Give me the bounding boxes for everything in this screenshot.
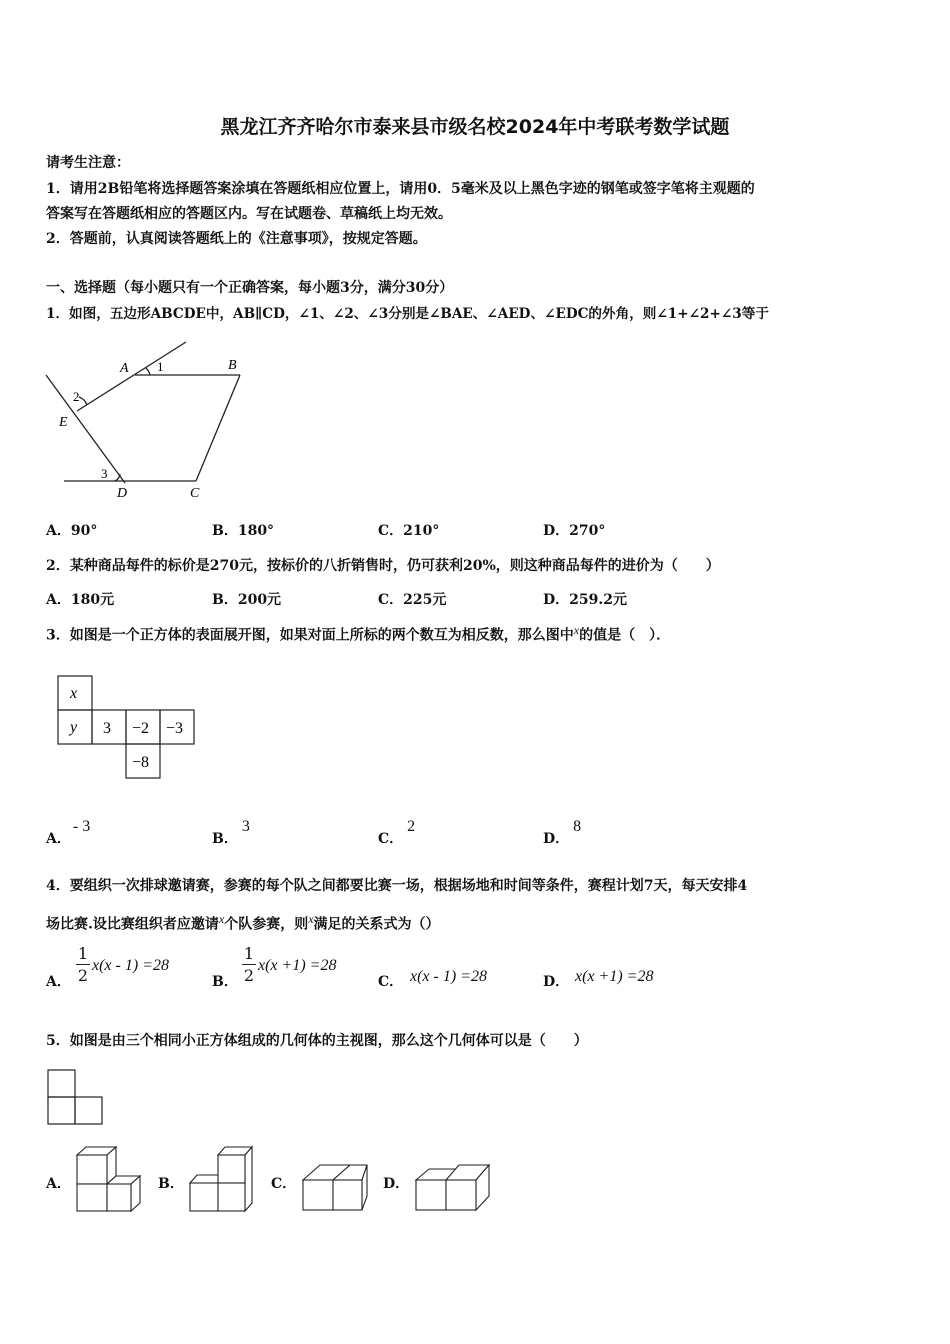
q2-option-b[interactable]: B．200元 [212,592,282,608]
q5-option-c-figure[interactable] [300,1160,372,1215]
q3-net-cell-neg3: −3 [166,720,184,737]
notice-line-1b: 答案写在答题纸相应的答题区内。写在试题卷、草稿纸上均无效。 [46,206,452,222]
page-title: 黑龙江齐齐哈尔市泰来县市级名校2024年中考联考数学试题 [220,116,730,138]
q4-option-b-expression: x(x +1) =28 [258,957,337,974]
q4-stem-line-2 [46,912,440,934]
q2-option-d[interactable]: D．259.2元 [543,592,627,608]
q4-stem-variable-1: x [218,912,225,926]
q1-label-angle-2: 2 [73,389,80,404]
q4-option-b-fraction-numerator: 1 [243,944,255,963]
q4-option-c-expression: x(x - 1) =28 [410,968,487,985]
q1-label-d: D [117,486,128,501]
q1-angle-2-arc [79,397,87,405]
q4-option-a-expression: x(x - 1) =28 [92,957,169,974]
section-heading: 一、选择题（每小题只有一个正确答案，每小题3分，满分30分） [46,280,454,296]
q3-option-d[interactable] [543,818,582,848]
q3-net-cell-neg2: −2 [132,720,150,737]
q1-label-e: E [59,415,68,430]
q2-option-a[interactable]: A．180元 [46,592,115,608]
q4-option-b-fraction-denominator: 2 [243,966,255,985]
q3-option-d-label: D． [543,831,570,847]
q3-net-cell-y: y [70,719,78,736]
q3-option-a-label: A． [46,831,71,847]
q4-option-a-label[interactable]: A． [46,974,71,990]
notice-heading: 请考生注意： [46,155,130,171]
q3-net-cell-neg8: −8 [132,754,150,771]
q4-stem-line-1: 4．要组织一次排球邀请赛，参赛的每个队之间都要比赛一场，根据场地和时间等条件，赛程计划7天，每天安排4 [46,878,748,894]
q5-option-a-label[interactable]: A． [46,1176,71,1192]
q1-label-a: A [120,361,129,376]
q3-option-c-value: 2 [407,818,416,835]
notice-line-1a: 1．请用2B铅笔将选择题答案涂填在答题纸相应位置上，请用0．5毫米及以上黑色字迹的钢笔或签字笔将主观题的 [46,181,755,197]
q3-net-cell-3: 3 [103,720,111,737]
q3-option-b[interactable] [212,818,250,848]
q1-angle-1-arc [146,368,150,375]
q3-option-a[interactable] [46,818,91,848]
q5-option-a-figure[interactable] [74,1143,144,1213]
q1-line-ea-extended [77,342,186,411]
q1-pentagon-figure [40,335,255,505]
q1-option-c[interactable]: C．210° [378,523,440,539]
q1-line-ed-extended [46,375,125,483]
q5-option-c-label[interactable]: C． [271,1176,297,1192]
q1-option-b[interactable]: B．180° [212,523,275,539]
q1-angle-3-arc [115,474,120,481]
q1-label-b: B [228,358,237,373]
q3-cube-net [55,673,200,783]
q1-label-angle-3: 3 [101,466,108,481]
q3-net-cell-x: x [70,685,78,702]
q3-option-c[interactable] [378,818,416,848]
q5-option-b-figure[interactable] [187,1143,257,1213]
q3-option-c-label: C． [378,831,404,847]
q4-option-b-label[interactable]: B． [212,974,238,990]
q5-stem: 5．如图是由三个相同小正方体组成的几何体的主视图，那么这个几何体可以是（ ） [46,1033,588,1049]
q4-stem-variable-2: x [308,912,314,926]
q1-stem: 1．如图，五边形ABCDE中，AB∥CD，∠1、∠2、∠3分别是∠BAE、∠AED、∠EDC的外角，则∠1+∠2+∠3等于 [46,306,769,322]
q3-option-b-value: 3 [241,818,250,835]
notice-line-2: 2．答题前，认真阅读答题纸上的《注意事项》，按规定答题。 [46,231,427,247]
q4-option-d-expression: x(x +1) =28 [575,968,654,985]
q4-stem-part-1: 场比赛.设比赛组织者应邀请 [46,916,219,933]
q3-option-a-value: - 3 [72,818,91,835]
q1-segment-bc [196,375,240,481]
q4-stem-part-3: 满足的关系式为（） [313,916,440,933]
q3-option-b-label: B． [212,831,238,847]
q5-option-b-label[interactable]: B． [158,1176,184,1192]
q1-option-d[interactable]: D．270° [543,523,606,539]
q5-option-d-figure[interactable] [413,1160,493,1215]
q3-stem-variable: x [573,623,580,637]
q4-option-a-fraction-denominator: 2 [77,966,89,985]
q4-option-d-label[interactable]: D． [543,974,570,990]
q3-option-d-value: 8 [573,818,582,835]
q3-stem [46,623,670,645]
q3-stem-part-1: 3．如图是一个正方体的表面展开图，如果对面上所标的两个数互为相反数，那么图中 [46,627,574,644]
q5-front-view-figure [46,1068,106,1128]
q4-stem-part-2: 个队参赛，则 [224,916,309,933]
q4-option-c-label[interactable]: C． [378,974,404,990]
q2-option-c[interactable]: C．225元 [378,592,447,608]
q4-option-a-fraction-numerator: 1 [77,944,89,963]
q2-stem: 2．某种商品每件的标价是270元，按标价的八折销售时，仍可获利20%，则这种商品每件的进价为（ ） [46,558,720,574]
q5-option-d-label[interactable]: D． [383,1176,410,1192]
q1-label-c: C [190,486,200,501]
q1-label-angle-1: 1 [157,359,164,374]
q1-option-a[interactable]: A．90° [46,523,98,539]
q3-stem-part-2: 的值是（ ）． [579,627,671,644]
